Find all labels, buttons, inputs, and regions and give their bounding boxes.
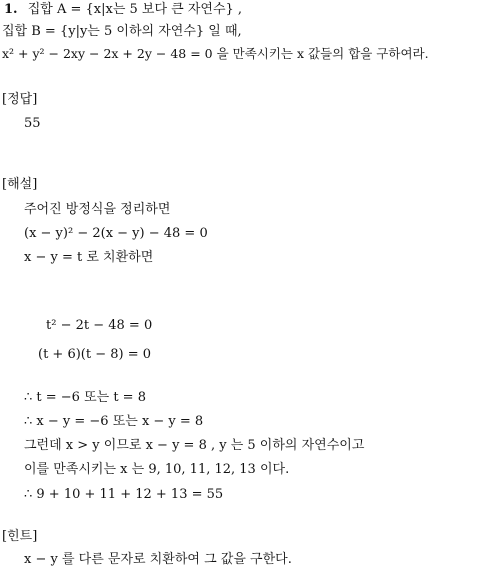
solution-line: 이를 만족시키는 x 는 9, 10, 11, 12, 13 이다. — [24, 462, 290, 477]
solution-line: ∴ t = −6 또는 t = 8 — [24, 390, 146, 405]
solution-equation: (t + 6)(t − 8) = 0 — [38, 347, 152, 362]
hint-header: [힌트] — [2, 529, 38, 544]
problem-number: 1. — [4, 2, 18, 17]
solution-line: 그런데 x > y 이므로 x − y = 8 , y 는 5 이하의 자연수이고 — [24, 438, 365, 453]
solution-line: (x − y)² − 2(x − y) − 48 = 0 — [24, 226, 208, 241]
answer-value: 55 — [24, 116, 41, 131]
problem-line-2: 집합 B = {y|y는 5 이하의 자연수} 일 때, — [2, 24, 242, 39]
answer-header: [정답] — [2, 92, 38, 107]
problem-line-3: x² + y² − 2xy − 2x + 2y − 48 = 0 을 만족시키는 x 값들의 합을 구하여라. — [2, 46, 429, 61]
solution-header: [해설] — [2, 177, 38, 192]
solution-line: ∴ x − y = −6 또는 x − y = 8 — [24, 414, 204, 429]
solution-equation: t² − 2t − 48 = 0 — [46, 318, 153, 333]
problem-line-1: 집합 A = {x|x는 5 보다 큰 자연수} , — [27, 2, 243, 17]
solution-line: ∴ 9 + 10 + 11 + 12 + 13 = 55 — [24, 487, 224, 502]
hint-text: x − y 를 다른 문자로 치환하여 그 값을 구한다. — [24, 552, 292, 567]
solution-line: 주어진 방정식을 정리하면 — [24, 202, 171, 217]
solution-line: x − y = t 로 치환하면 — [24, 250, 154, 265]
